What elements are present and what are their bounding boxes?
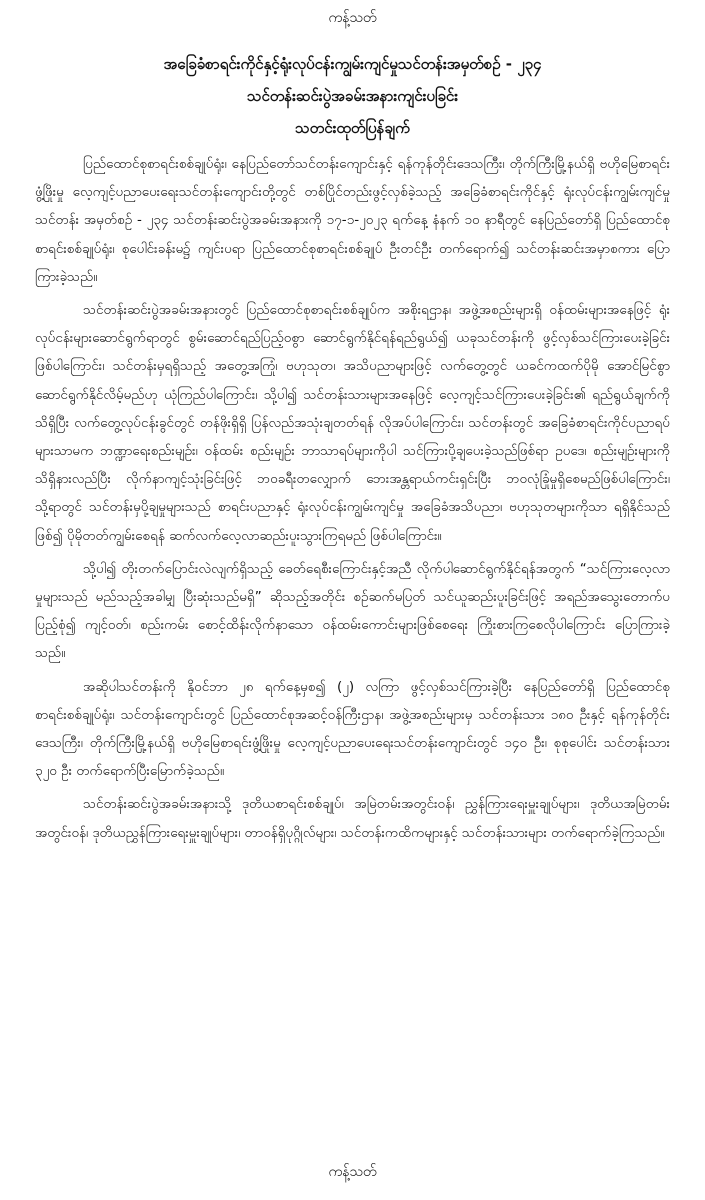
ceremony-title: သင်တန်းဆင်းပွဲအခမ်းအနားကျင်းပခြင်း [246,87,459,105]
paragraph: သင်တန်းဆင်းပွဲအခမ်းအနားတွင် ပြည်ထောင်စုစာရင်းစစ်ချုပ်က အစိုးရဌာန၊ အဖွဲ့အစည်းများရှိ ဝန်ထမ်းများအနေဖြင့် ရုံးလုပ်ငန်းများဆောင်ရွက်ရာတွင် စွမ်းဆောင်ရည်ပြည့်ဝစွာ ဆောင်ရွက်နိုင်ရန်ရည်ရွယ်၍ ယခုသင်တန်းကို ဖွင့်လှစ်သင်ကြားပေးခဲ့ခြင်း ဖြစ်ပါကြောင်း၊ သင်တန်းမှရရှိသည့် အတွေ့အကြုံ၊ ဗဟုသုတ၊ အသိပညာများဖြင့် လက်တွေ့တွင် ယခင်ကထက်ပိုမို အောင်မြင်စွာ ဆောင်ရွက်နိုင်လိမ့်မည်ဟု ယုံကြည်ပါကြောင်း၊ သို့ပါ၍ သင်တန်းသားများအနေဖြင့် လေ့ကျင့်သင်ကြားပေးခဲ့ခြင်း၏ ရည်ရွယ်ချက်ကိုသိရှိပြီး လက်တွေ့လုပ်ငန်းခွင်တွင် တန်ဖိုးရှိရှိ ပြန်လည်အသုံးချတတ်ရန် လိုအပ်ပါကြောင်း၊ သင်တန်းတွင် အခြေခံစာရင်းကိုင်ပညာရပ်များသာမက ဘဏ္ဍာရေးစည်းမျဉ်း၊ ဝန်ထမ်း စည်းမျဉ်း ဘာသာရပ်များကိုပါ သင်ကြားပို့ချပေးခဲ့သည်ဖြစ်ရာ ဥပဒေ၊ စည်းမျဉ်းများကို သိရှိနားလည်ပြီး လိုက်နာကျင့်သုံးခြင်းဖြင့် ဘဝခရီးတလျှောက် ဘေးအန္တရာယ်ကင်းရှင်းပြီး ဘဝလုံခြုံမှုရှိစေမည်ဖြစ်ပါကြောင်း၊ သို့ရာတွင် သင်တန်းမှပို့ချမှုများသည် စာရင်းပညာနှင့် ရုံးလုပ်ငန်းကျွမ်းကျင်မှု အခြေခံအသိပညာ၊ ဗဟုသုတများကိုသာ ရရှိနိုင်သည်ဖြစ်၍ ပိုမိုတတ်ကျွမ်းစေရန် ဆက်လက်လေ့လာဆည်းပူးသွားကြရမည် ဖြစ်ပါကြောင်း။ [35,302,670,544]
paragraph: အဆိုပါသင်တန်းကို နိုဝင်ဘာ ၂၈ ရက်နေ့မှစ၍ (၂) လကြာ ဖွင့်လှစ်သင်ကြားခဲ့ပြီး နေပြည်တော်ရှိ ပြည်ထောင်စုစာရင်းစစ်ချုပ်ရုံး၊ သင်တန်းကျောင်းတွင် ပြည်ထောင်စုအဆင့်ဝန်ကြီးဌာန၊ အဖွဲ့အစည်းများမှ သင်တန်းသား ၁၈၀ ဦးနှင့် ရန်ကုန်တိုင်းဒေသကြီး၊ တိုက်ကြီးမြို့နယ်ရှိ ဗဟိုမြေစာရင်းဖွံ့ဖြိုးမှု လေ့ကျင့်ပညာပေးရေးသင်တန်းကျောင်းတွင် ၁၄၀ ဦး၊ စုစုပေါင်း သင်တန်းသား ၃၂၀ ဦး တက်ရောက်ပြီးမြောက်ခဲ့သည်။ [35,678,670,780]
document-header [40,48,665,144]
classification-marking-bottom: ကန့်သတ် [328,1164,377,1180]
paragraph: သို့ပါ၍ တိုးတက်ပြောင်းလဲလျက်ရှိသည့် ခေတ်ရေစီးကြောင်းနှင့်အညီ လိုက်ပါဆောင်ရွက်နိုင်ရန်အတွက် “သင်ကြားလေ့လာမှုများသည် မည်သည့်အခါမျှ ပြီးဆုံးသည်မရှိ” ဆိုသည့်အတိုင်း စဉ်ဆက်မပြတ် သင်ယူဆည်းပူးခြင်းဖြင့် အရည်အသွေးတောက်ပပြည့်စုံ၍ ကျင့်ဝတ်၊ စည်းကမ်း စောင့်ထိန်းလိုက်နာသော ဝန်ထမ်းကောင်းများဖြစ်စေရေး ကြိုးစားကြစေလိုပါကြောင်း ပြောကြားခဲ့ သည်။ [35,560,670,662]
classification-marking-top: ကန့်သတ် [328,10,377,26]
press-release-title: သတင်းထုတ်ပြန်ချက် [295,119,410,137]
paragraph: သင်တန်းဆင်းပွဲအခမ်းအနားသို့ ဒုတိယစာရင်းစစ်ချုပ်၊ အမြဲတမ်းအတွင်းဝန်၊ ညွှန်ကြားရေးမှူးချုပ်များ၊ ဒုတိယအမြဲတမ်းအတွင်းဝန်၊ ဒုတိယညွှန်ကြားရေးမှူးချုပ်များ၊ တာဝန်ရှိပုဂ္ဂိုလ်များ၊ သင်တန်းကထိကများနှင့် သင်တန်းသားများ တက်ရောက်ခဲ့ကြသည်။ [35,796,670,841]
paragraph: ပြည်ထောင်စုစာရင်းစစ်ချုပ်ရုံး၊ နေပြည်တော်သင်တန်းကျောင်းနှင့် ရန်ကုန်တိုင်းဒေသကြီး၊ တိုက်ကြီးမြို့နယ်ရှိ ဗဟိုမြေစာရင်းဖွံ့ဖြိုးမှု လေ့ကျင့်ပညာပေးရေးသင်တန်းကျောင်းတို့တွင် တစ်ပြိုင်တည်းဖွင့်လှစ်ခဲ့သည့် အခြေခံစာရင်းကိုင်နှင့် ရုံးလုပ်ငန်းကျွမ်းကျင်မှုသင်တန်း အမှတ်စဉ် - ၂၃၄ သင်တန်းဆင်းပွဲအခမ်းအနားကို ၁၇-၁-၂၀၂၃ ရက်နေ့ နံနက် ၁၀ နာရီတွင် နေပြည်တော်ရှိ ပြည်ထောင်စုစာရင်းစစ်ချုပ်ရုံး၊ စုပေါင်းခန်းမ၌ ကျင်းပရာ ပြည်ထောင်စုစာရင်းစစ်ချုပ် ဦးတင်ဦး တက်ရောက်၍ သင်တန်းဆင်းအမှာစကား ပြောကြားခဲ့သည်။ [35,156,670,285]
course-title: အခြေခံစာရင်းကိုင်နှင့်ရုံးလုပ်ငန်းကျွမ်းကျင်မှုသင်တန်းအမှတ်စဉ် - ၂၃၄ [163,55,542,73]
document-body [35,150,670,852]
